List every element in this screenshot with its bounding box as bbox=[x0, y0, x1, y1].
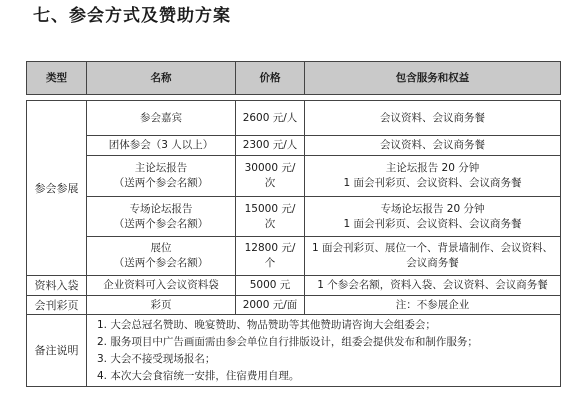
benefits: 1 面会刊彩页、会议资料、会议商务餐 bbox=[343, 217, 522, 230]
item-name: 彩页 bbox=[150, 298, 172, 311]
note-item: 4. 本次大会食宿统一安排，住宿费用自理。 bbox=[97, 369, 300, 382]
price: 30000 元/ bbox=[244, 162, 296, 174]
item-name-cell bbox=[87, 197, 236, 237]
item-name-note: （送两个参会名额） bbox=[113, 257, 209, 269]
price-cell bbox=[236, 101, 305, 136]
price-cell bbox=[236, 296, 305, 315]
item-name-cell bbox=[87, 101, 236, 136]
column-header-name: 名称 bbox=[87, 62, 236, 95]
category-cell: 参会参展 bbox=[27, 101, 87, 276]
price: 2000 元/面 bbox=[242, 298, 298, 311]
price-unit: 个 bbox=[264, 257, 276, 269]
item-name: 参会嘉宾 bbox=[140, 111, 182, 124]
price: 5000 元 bbox=[249, 279, 291, 291]
table-row bbox=[27, 197, 561, 237]
column-header-type: 类型 bbox=[27, 62, 87, 95]
item-name: 主论坛报告 bbox=[134, 162, 188, 174]
item-name: 展位 bbox=[150, 242, 172, 254]
benefits: 1 个参会名额，资料入袋、会议资料、会议商务餐 bbox=[317, 279, 548, 291]
price-cell bbox=[236, 156, 305, 197]
note-item: 3. 大会不接受现场报名； bbox=[97, 352, 216, 365]
item-name-note: （送两个参会名额） bbox=[113, 177, 209, 189]
note-item: 1. 大会总冠名赞助、晚宴赞助、物品赞助等其他赞助请咨询大会组委会； bbox=[97, 318, 436, 331]
benefits: 会议资料、会议商务餐 bbox=[380, 111, 485, 124]
benefits-cell bbox=[305, 276, 561, 296]
table-row bbox=[27, 296, 561, 315]
price-cell bbox=[236, 136, 305, 156]
item-name-note: （送两个参会名额） bbox=[113, 217, 209, 230]
notes-label: 备注说明 bbox=[27, 315, 87, 387]
item-name: 团体参会（3 人以上） bbox=[108, 139, 214, 151]
benefits-cell bbox=[305, 296, 561, 315]
benefits-cell bbox=[305, 136, 561, 156]
benefits: 会议资料、会议商务餐 bbox=[380, 139, 485, 151]
benefits: 1 面会刊彩页、展位一个、背景墙制作、会议资料、 bbox=[311, 242, 554, 254]
item-name-cell bbox=[87, 276, 236, 296]
price-unit: 次 bbox=[264, 217, 276, 230]
item-name: 企业资料可入会议资料袋 bbox=[103, 279, 219, 291]
column-header-price: 价格 bbox=[236, 62, 305, 95]
price: 2300 元/人 bbox=[242, 139, 298, 151]
header-row bbox=[27, 62, 561, 95]
item-name-cell bbox=[87, 136, 236, 156]
table-row bbox=[27, 136, 561, 156]
benefits: 1 面会刊彩页、会议资料、会议商务餐 bbox=[343, 177, 522, 189]
notes-cell bbox=[87, 315, 561, 387]
section-heading: 七、参会方式及赞助方案 bbox=[33, 6, 231, 26]
benefits: 专场论坛报告 20 分钟 bbox=[380, 202, 485, 215]
item-name: 专场论坛报告 bbox=[129, 202, 193, 215]
benefits: 注：不参展企业 bbox=[395, 298, 470, 311]
category-cell: 会刊彩页 bbox=[27, 296, 87, 315]
price-cell bbox=[236, 237, 305, 276]
price-cell bbox=[236, 197, 305, 237]
benefits-cell bbox=[305, 156, 561, 197]
price-unit: 次 bbox=[264, 177, 276, 189]
item-name-cell bbox=[87, 296, 236, 315]
table-row bbox=[27, 237, 561, 276]
note-item: 2. 服务项目中广告画面需由参会单位自行排版设计，组委会提供发布和制作服务； bbox=[97, 335, 478, 348]
item-name-cell bbox=[87, 237, 236, 276]
benefits-cell bbox=[305, 101, 561, 136]
table-row bbox=[27, 156, 561, 197]
notes-row bbox=[27, 315, 561, 387]
item-name-cell bbox=[87, 156, 236, 197]
benefits-cell bbox=[305, 237, 561, 276]
category-cell: 资料入袋 bbox=[27, 276, 87, 296]
price-cell bbox=[236, 276, 305, 296]
benefits: 会议商务餐 bbox=[406, 257, 459, 269]
table-row bbox=[27, 101, 561, 136]
benefits-cell bbox=[305, 197, 561, 237]
sponsorship-table bbox=[26, 61, 561, 387]
price: 2600 元/人 bbox=[242, 111, 298, 124]
table-row bbox=[27, 276, 561, 296]
column-header-benefits: 包含服务和权益 bbox=[305, 62, 561, 95]
price: 15000 元/ bbox=[244, 202, 296, 215]
price: 12800 元/ bbox=[244, 242, 296, 254]
benefits: 主论坛报告 20 分钟 bbox=[385, 162, 480, 174]
